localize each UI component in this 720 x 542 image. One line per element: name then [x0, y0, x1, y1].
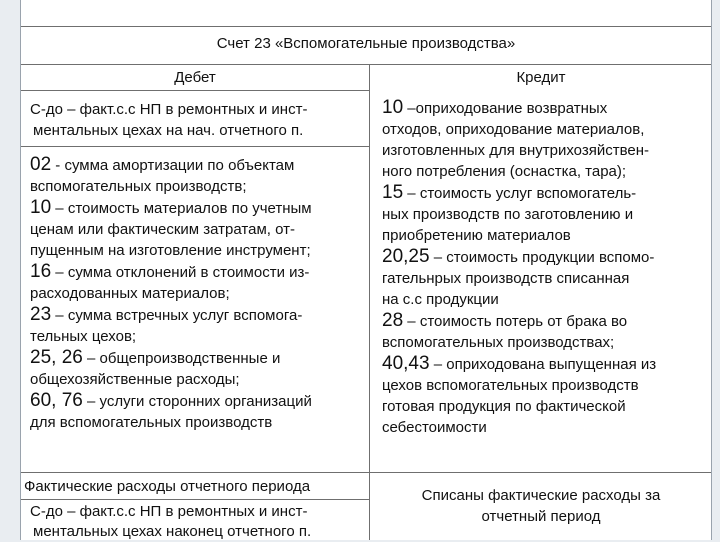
account-code: 28 — [382, 310, 404, 331]
credit-total-line: Списаны фактические расходы за — [421, 487, 661, 504]
debit-total: Фактические расходы отчетного периода — [24, 478, 311, 495]
credit-entry-line: ных производств по заготовлению и — [382, 206, 634, 223]
account-code: 25, 26 — [30, 347, 83, 368]
account-code: 15 — [382, 182, 404, 203]
debit-closing-line: С-до – факт.с.с НП в ремонтных и инст- — [30, 503, 308, 520]
debit-header: Дебет — [174, 69, 216, 86]
debit-opening-line: ментальных цехах на нач. отчетного п. — [33, 122, 304, 139]
account-code: 20,25 — [382, 246, 430, 267]
debit-entry: 16 – сумма отклонений в стоимости из- — [30, 261, 310, 282]
credit-entry-line: приобретению материалов — [382, 227, 571, 244]
debit-entry: 25, 26 – общепроизводственные и — [30, 347, 281, 368]
credit-entry: 40,43 – оприходована выпущенная из — [382, 353, 657, 374]
credit-entry-line: гательнрых производств списанная — [382, 270, 630, 287]
debit-entry: 23 – сумма встречных услуг вспомога- — [30, 304, 303, 325]
credit-entry-line: на с.с продукции — [382, 291, 499, 308]
credit-entry-line: изготовленных для внутрихозяйствен- — [382, 142, 650, 159]
debit-entry-line: расходованных материалов; — [30, 285, 230, 302]
account-code: 10 — [30, 197, 52, 218]
account-code: 10 — [382, 97, 404, 118]
total-rule — [21, 472, 711, 473]
credit-entry-line: вспомогательных производствах; — [382, 334, 615, 351]
debit-opening-rule — [21, 146, 369, 147]
account-t-table — [20, 0, 712, 540]
debit-entry-line: пущенным на изготовление инструмент; — [30, 242, 311, 259]
account-code: 40,43 — [382, 353, 430, 374]
credit-entry-line: готовая продукция по фактической — [382, 398, 626, 415]
account-code: 16 — [30, 261, 52, 282]
title-rule — [21, 64, 711, 65]
credit-header: Кредит — [516, 69, 566, 86]
debit-total-rule — [21, 499, 369, 500]
credit-total-line: отчетный период — [481, 508, 601, 525]
credit-entry: 10 –оприходование возвратных — [382, 97, 608, 118]
debit-entry-line: общехозяйственные расходы; — [30, 371, 240, 388]
credit-entry: 28 – стоимость потерь от брака во — [382, 310, 628, 331]
debit-entry-line: вспомогательных производств; — [30, 178, 247, 195]
debit-entry: 02 - сумма амортизации по объектам — [30, 154, 295, 175]
account-code: 60, 76 — [30, 390, 83, 411]
debit-opening-line: С-до – факт.с.с НП в ремонтных и инст- — [30, 101, 308, 118]
credit-entry-line: себестоимости — [382, 419, 487, 436]
debit-header-rule — [21, 90, 369, 91]
top-rule — [21, 26, 711, 27]
credit-entry-line: отходов, оприходование материалов, — [382, 121, 645, 138]
account-code: 02 — [30, 154, 52, 175]
debit-entry-line: для вспомогательных производств — [30, 414, 273, 431]
account-title: Счет 23 «Вспомогательные производства» — [216, 35, 516, 52]
credit-entry: 15 – стоимость услуг вспомогатель- — [382, 182, 637, 203]
credit-entry: 20,25 – стоимость продукции вспомо- — [382, 246, 655, 267]
credit-entry-line: цехов вспомогательных производств — [382, 377, 639, 394]
debit-entry-line: ценам или фактическим затратам, от- — [30, 221, 295, 238]
debit-entry-line: тельных цехов; — [30, 328, 137, 345]
credit-entry-line: ного потребления (оснастка, тара); — [382, 163, 627, 180]
debit-entry: 10 – стоимость материалов по учетным — [30, 197, 312, 218]
account-code: 23 — [30, 304, 52, 325]
debit-entry: 60, 76 – услуги сторонних организаций — [30, 390, 312, 411]
debit-column — [30, 99, 307, 141]
debit-closing-line: ментальных цехах наконец отчетного п. — [33, 523, 312, 540]
column-divider — [369, 64, 370, 540]
credit-entries — [382, 97, 656, 438]
debit-entries — [30, 154, 312, 433]
